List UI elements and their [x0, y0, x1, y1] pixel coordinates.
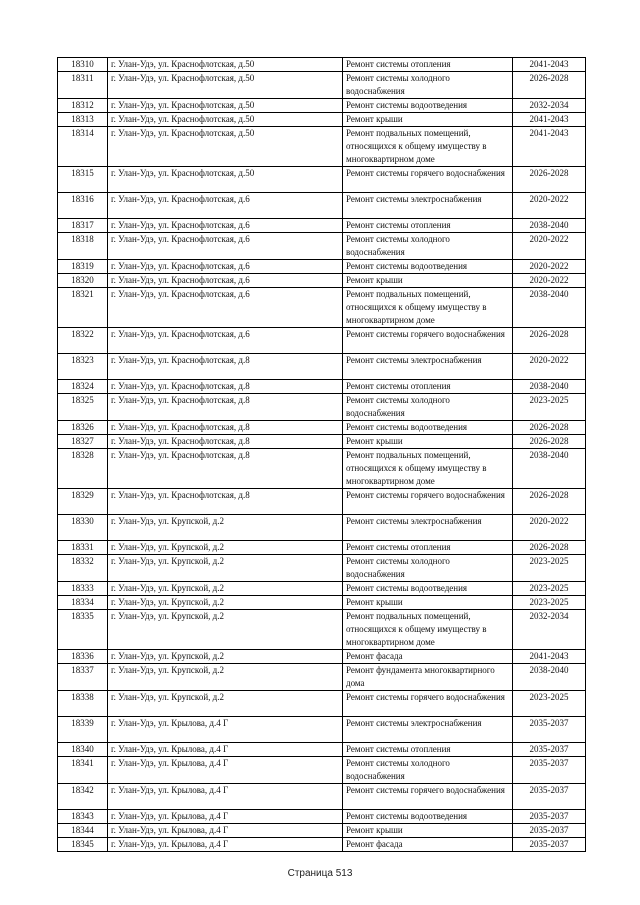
table-row	[58, 664, 586, 691]
period-cell: 2035-2037	[513, 757, 586, 784]
period-cell: 2038-2040	[513, 219, 586, 233]
table-row	[58, 824, 586, 838]
table-row	[58, 167, 586, 193]
address-cell: г. Улан-Удэ, ул. Краснофлотская, д.8	[108, 489, 343, 515]
table-row	[58, 99, 586, 113]
period-cell: 2035-2037	[513, 810, 586, 824]
row-number-cell: 18333	[58, 582, 108, 596]
row-number-cell: 18340	[58, 743, 108, 757]
table-row	[58, 596, 586, 610]
row-number-cell: 18336	[58, 650, 108, 664]
work-type-cell: Ремонт системы горячего водоснабжения	[343, 784, 513, 810]
address-cell: г. Улан-Удэ, ул. Крупской, д.2	[108, 596, 343, 610]
address-cell: г. Улан-Удэ, ул. Краснофлотская, д.50	[108, 58, 343, 72]
row-number-cell: 18313	[58, 113, 108, 127]
row-number-cell: 18343	[58, 810, 108, 824]
work-type-cell: Ремонт системы горячего водоснабжения	[343, 489, 513, 515]
row-number-cell: 18317	[58, 219, 108, 233]
work-type-cell: Ремонт системы холодного водоснабжения	[343, 757, 513, 784]
table-row	[58, 421, 586, 435]
row-number-cell: 18314	[58, 127, 108, 167]
row-number-cell: 18322	[58, 328, 108, 354]
work-type-cell: Ремонт фундамента многоквартирного дома	[343, 664, 513, 691]
period-cell: 2035-2037	[513, 838, 586, 852]
table-row	[58, 650, 586, 664]
table-row	[58, 328, 586, 354]
work-type-cell: Ремонт системы горячего водоснабжения	[343, 167, 513, 193]
work-type-cell: Ремонт подвальных помещений, относящихся к общему имуществу в многоквартирном доме	[343, 127, 513, 167]
address-cell: г. Улан-Удэ, ул. Краснофлотская, д.50	[108, 127, 343, 167]
address-cell: г. Улан-Удэ, ул. Крылова, д.4 Г	[108, 743, 343, 757]
row-number-cell: 18321	[58, 288, 108, 328]
period-cell: 2020-2022	[513, 515, 586, 541]
table-row	[58, 72, 586, 99]
address-cell: г. Улан-Удэ, ул. Крупской, д.2	[108, 555, 343, 582]
work-type-cell: Ремонт подвальных помещений, относящихся к общему имуществу в многоквартирном доме	[343, 449, 513, 489]
work-type-cell: Ремонт системы электроснабжения	[343, 515, 513, 541]
period-cell: 2032-2034	[513, 99, 586, 113]
row-number-cell: 18334	[58, 596, 108, 610]
table-body	[58, 58, 586, 852]
work-type-cell: Ремонт крыши	[343, 435, 513, 449]
table-row	[58, 691, 586, 717]
period-cell: 2026-2028	[513, 489, 586, 515]
address-cell: г. Улан-Удэ, ул. Крылова, д.4 Г	[108, 784, 343, 810]
work-type-cell: Ремонт фасада	[343, 838, 513, 852]
row-number-cell: 18325	[58, 394, 108, 421]
work-type-cell: Ремонт системы холодного водоснабжения	[343, 555, 513, 582]
address-cell: г. Улан-Удэ, ул. Краснофлотская, д.8	[108, 394, 343, 421]
row-number-cell: 18318	[58, 233, 108, 260]
row-number-cell: 18320	[58, 274, 108, 288]
period-cell: 2023-2025	[513, 394, 586, 421]
row-number-cell: 18323	[58, 354, 108, 380]
address-cell: г. Улан-Удэ, ул. Крылова, д.4 Г	[108, 757, 343, 784]
period-cell: 2032-2034	[513, 610, 586, 650]
address-cell: г. Улан-Удэ, ул. Краснофлотская, д.6	[108, 274, 343, 288]
period-cell: 2026-2028	[513, 421, 586, 435]
period-cell: 2035-2037	[513, 824, 586, 838]
address-cell: г. Улан-Удэ, ул. Краснофлотская, д.50	[108, 167, 343, 193]
period-cell: 2035-2037	[513, 743, 586, 757]
work-type-cell: Ремонт крыши	[343, 824, 513, 838]
table-row	[58, 380, 586, 394]
table-row	[58, 127, 586, 167]
row-number-cell: 18330	[58, 515, 108, 541]
work-type-cell: Ремонт системы водоотведения	[343, 810, 513, 824]
address-cell: г. Улан-Удэ, ул. Крылова, д.4 Г	[108, 838, 343, 852]
address-cell: г. Улан-Удэ, ул. Краснофлотская, д.8	[108, 380, 343, 394]
table-row	[58, 555, 586, 582]
period-cell: 2023-2025	[513, 691, 586, 717]
address-cell: г. Улан-Удэ, ул. Крупской, д.2	[108, 515, 343, 541]
period-cell: 2020-2022	[513, 274, 586, 288]
work-type-cell: Ремонт системы водоотведения	[343, 99, 513, 113]
work-type-cell: Ремонт системы отопления	[343, 541, 513, 555]
address-cell: г. Улан-Удэ, ул. Крупской, д.2	[108, 582, 343, 596]
work-type-cell: Ремонт крыши	[343, 596, 513, 610]
table-row	[58, 58, 586, 72]
address-cell: г. Улан-Удэ, ул. Крупской, д.2	[108, 610, 343, 650]
address-cell: г. Улан-Удэ, ул. Краснофлотская, д.8	[108, 435, 343, 449]
address-cell: г. Улан-Удэ, ул. Краснофлотская, д.6	[108, 328, 343, 354]
table-row	[58, 515, 586, 541]
work-type-cell: Ремонт системы холодного водоснабжения	[343, 394, 513, 421]
work-type-cell: Ремонт системы отопления	[343, 380, 513, 394]
row-number-cell: 18326	[58, 421, 108, 435]
row-number-cell: 18311	[58, 72, 108, 99]
period-cell: 2041-2043	[513, 58, 586, 72]
table-row	[58, 219, 586, 233]
work-type-cell: Ремонт системы электроснабжения	[343, 717, 513, 743]
row-number-cell: 18341	[58, 757, 108, 784]
row-number-cell: 18316	[58, 193, 108, 219]
row-number-cell: 18324	[58, 380, 108, 394]
table-row	[58, 394, 586, 421]
row-number-cell: 18319	[58, 260, 108, 274]
work-type-cell: Ремонт системы отопления	[343, 743, 513, 757]
address-cell: г. Улан-Удэ, ул. Краснофлотская, д.6	[108, 219, 343, 233]
table-row	[58, 435, 586, 449]
row-number-cell: 18329	[58, 489, 108, 515]
work-type-cell: Ремонт системы отопления	[343, 219, 513, 233]
address-cell: г. Улан-Удэ, ул. Крупской, д.2	[108, 691, 343, 717]
period-cell: 2038-2040	[513, 380, 586, 394]
period-cell: 2026-2028	[513, 167, 586, 193]
address-cell: г. Улан-Удэ, ул. Краснофлотская, д.6	[108, 193, 343, 219]
table-row	[58, 288, 586, 328]
row-number-cell: 18315	[58, 167, 108, 193]
address-cell: г. Улан-Удэ, ул. Краснофлотская, д.50	[108, 72, 343, 99]
work-type-cell: Ремонт системы горячего водоснабжения	[343, 328, 513, 354]
row-number-cell: 18331	[58, 541, 108, 555]
period-cell: 2023-2025	[513, 555, 586, 582]
address-cell: г. Улан-Удэ, ул. Краснофлотская, д.6	[108, 260, 343, 274]
period-cell: 2038-2040	[513, 288, 586, 328]
address-cell: г. Улан-Удэ, ул. Крылова, д.4 Г	[108, 717, 343, 743]
row-number-cell: 18339	[58, 717, 108, 743]
period-cell: 2041-2043	[513, 650, 586, 664]
row-number-cell: 18327	[58, 435, 108, 449]
row-number-cell: 18335	[58, 610, 108, 650]
period-cell: 2026-2028	[513, 328, 586, 354]
repair-schedule-table	[57, 57, 586, 852]
address-cell: г. Улан-Удэ, ул. Краснофлотская, д.8	[108, 421, 343, 435]
table-row	[58, 274, 586, 288]
table-row	[58, 260, 586, 274]
period-cell: 2038-2040	[513, 664, 586, 691]
table-row	[58, 610, 586, 650]
period-cell: 2020-2022	[513, 233, 586, 260]
row-number-cell: 18344	[58, 824, 108, 838]
period-cell: 2041-2043	[513, 113, 586, 127]
table-row	[58, 541, 586, 555]
address-cell: г. Улан-Удэ, ул. Краснофлотская, д.8	[108, 449, 343, 489]
table-row	[58, 354, 586, 380]
table-row	[58, 810, 586, 824]
work-type-cell: Ремонт системы водоотведения	[343, 260, 513, 274]
table-row	[58, 113, 586, 127]
work-type-cell: Ремонт системы водоотведения	[343, 421, 513, 435]
row-number-cell: 18310	[58, 58, 108, 72]
address-cell: г. Улан-Удэ, ул. Краснофлотская, д.8	[108, 354, 343, 380]
period-cell: 2035-2037	[513, 784, 586, 810]
row-number-cell: 18312	[58, 99, 108, 113]
period-cell: 2035-2037	[513, 717, 586, 743]
period-cell: 2026-2028	[513, 541, 586, 555]
period-cell: 2023-2025	[513, 582, 586, 596]
address-cell: г. Улан-Удэ, ул. Крупской, д.2	[108, 541, 343, 555]
work-type-cell: Ремонт подвальных помещений, относящихся к общему имуществу в многоквартирном доме	[343, 610, 513, 650]
address-cell: г. Улан-Удэ, ул. Краснофлотская, д.6	[108, 233, 343, 260]
address-cell: г. Улан-Удэ, ул. Крылова, д.4 Г	[108, 824, 343, 838]
work-type-cell: Ремонт системы горячего водоснабжения	[343, 691, 513, 717]
page-number: Страница 513	[287, 868, 353, 879]
row-number-cell: 18338	[58, 691, 108, 717]
work-type-cell: Ремонт крыши	[343, 113, 513, 127]
period-cell: 2020-2022	[513, 193, 586, 219]
period-cell: 2020-2022	[513, 260, 586, 274]
table-row	[58, 743, 586, 757]
work-type-cell: Ремонт системы электроснабжения	[343, 354, 513, 380]
row-number-cell: 18342	[58, 784, 108, 810]
address-cell: г. Улан-Удэ, ул. Крупской, д.2	[108, 664, 343, 691]
work-type-cell: Ремонт системы отопления	[343, 58, 513, 72]
table-row	[58, 489, 586, 515]
table-row	[58, 193, 586, 219]
address-cell: г. Улан-Удэ, ул. Крылова, д.4 Г	[108, 810, 343, 824]
address-cell: г. Улан-Удэ, ул. Краснофлотская, д.6	[108, 288, 343, 328]
work-type-cell: Ремонт системы водоотведения	[343, 582, 513, 596]
work-type-cell: Ремонт фасада	[343, 650, 513, 664]
work-type-cell: Ремонт системы холодного водоснабжения	[343, 72, 513, 99]
row-number-cell: 18332	[58, 555, 108, 582]
period-cell: 2041-2043	[513, 127, 586, 167]
work-type-cell: Ремонт системы холодного водоснабжения	[343, 233, 513, 260]
period-cell: 2020-2022	[513, 354, 586, 380]
row-number-cell: 18328	[58, 449, 108, 489]
table-row	[58, 582, 586, 596]
period-cell: 2026-2028	[513, 435, 586, 449]
period-cell: 2023-2025	[513, 596, 586, 610]
table-row	[58, 717, 586, 743]
period-cell: 2026-2028	[513, 72, 586, 99]
address-cell: г. Улан-Удэ, ул. Краснофлотская, д.50	[108, 99, 343, 113]
work-type-cell: Ремонт крыши	[343, 274, 513, 288]
row-number-cell: 18345	[58, 838, 108, 852]
period-cell: 2038-2040	[513, 449, 586, 489]
address-cell: г. Улан-Удэ, ул. Крупской, д.2	[108, 650, 343, 664]
table-row	[58, 449, 586, 489]
work-type-cell: Ремонт подвальных помещений, относящихся к общему имуществу в многоквартирном доме	[343, 288, 513, 328]
row-number-cell: 18337	[58, 664, 108, 691]
table-row	[58, 838, 586, 852]
address-cell: г. Улан-Удэ, ул. Краснофлотская, д.50	[108, 113, 343, 127]
table-row	[58, 757, 586, 784]
work-type-cell: Ремонт системы электроснабжения	[343, 193, 513, 219]
table-row	[58, 233, 586, 260]
table-row	[58, 784, 586, 810]
